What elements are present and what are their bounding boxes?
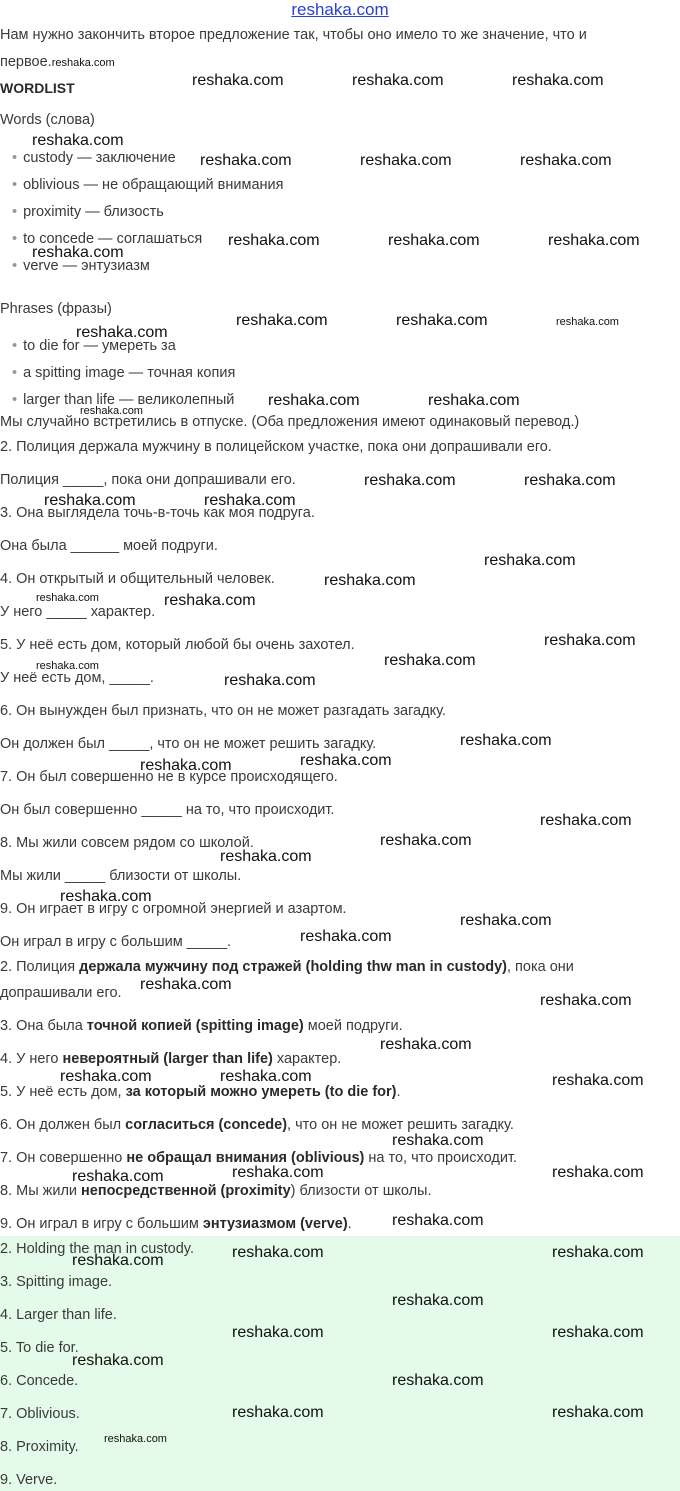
exercise-line: 2. Полиция держала мужчину в полицейском участке, пока они допрашивали его.: [0, 439, 552, 455]
exercise-line: 7. Он был совершенно не в курсе происходящего.: [0, 769, 338, 785]
watermark-text: reshaka.com: [228, 232, 320, 249]
answer-line: 9. Он играл в игру с большим энтузиазмом (verve).: [0, 1216, 352, 1232]
watermark-text: reshaka.com: [72, 1168, 164, 1185]
watermark-text: reshaka.com: [552, 1324, 644, 1341]
exercise-line: 3. Она выглядела точь-в-точь как моя подруга.: [0, 505, 315, 521]
watermark-text: reshaka.com: [428, 392, 520, 409]
watermark-text: reshaka.com: [224, 672, 316, 689]
watermark-text: reshaka.com: [32, 132, 124, 149]
watermark-text: reshaka.com: [552, 1244, 644, 1261]
watermark-text: reshaka.com: [32, 244, 124, 261]
watermark-text: reshaka.com: [392, 1212, 484, 1229]
answer-key-line: 5. To die for.: [0, 1340, 79, 1356]
list-item: • oblivious — не обращающий внимания: [12, 177, 284, 193]
watermark-text: reshaka.com: [192, 72, 284, 89]
answer-line: 3. Она была точной копией (spitting image) моей подруги.: [0, 1018, 403, 1034]
watermark-text: reshaka.com: [380, 1036, 472, 1053]
watermark-text: reshaka.com: [392, 1372, 484, 1389]
watermark-text: reshaka.com: [556, 316, 619, 328]
answer-line: 8. Мы жили непосредственной (proximity) близости от школы.: [0, 1183, 432, 1199]
watermark-text: reshaka.com: [384, 652, 476, 669]
watermark-text: reshaka.com: [60, 1068, 152, 1085]
exercise-line: Полиция _____, пока они допрашивали его.: [0, 472, 296, 488]
answer-line: 4. У него невероятный (larger than life) характер.: [0, 1051, 342, 1067]
watermark-text: reshaka.com: [300, 752, 392, 769]
exercise-line: 9. Он играет в игру с огромной энергией и азартом.: [0, 901, 347, 917]
watermark-text: reshaka.com: [540, 992, 632, 1009]
list-item: • to die for — умереть за: [12, 338, 176, 354]
answer-key-line: 7. Oblivious.: [0, 1406, 80, 1422]
watermark-text: reshaka.com: [236, 312, 328, 329]
watermark-text: reshaka.com: [512, 72, 604, 89]
answer-key-line: 4. Larger than life.: [0, 1307, 117, 1323]
watermark-text: reshaka.com: [60, 888, 152, 905]
exercise-line: 6. Он вынужден был признать, что он не может разгадать загадку.: [0, 703, 446, 719]
watermark-text: reshaka.com: [36, 660, 99, 672]
exercise-line: Он должен был _____, что он не может решить загадку.: [0, 736, 377, 752]
phrases-heading: Phrases (фразы): [0, 301, 112, 317]
answer-line: 2. Полиция держала мужчину под стражей (holding thw man in custody), пока они: [0, 959, 574, 975]
watermark-text: reshaka.com: [524, 472, 616, 489]
watermark-text: reshaka.com: [548, 232, 640, 249]
watermark-text: reshaka.com: [232, 1164, 324, 1181]
watermark-text: reshaka.com: [232, 1404, 324, 1421]
watermark-text: reshaka.com: [204, 492, 296, 509]
watermark-text: reshaka.com: [44, 492, 136, 509]
answer-line: 5. У неё есть дом, за который можно умереть (to die for).: [0, 1084, 401, 1100]
watermark-text: reshaka.com: [36, 592, 99, 604]
watermark-text: reshaka.com: [72, 1352, 164, 1369]
words-heading: Words (слова): [0, 112, 95, 128]
intro-line1: Нам нужно закончить второе предложение так, чтобы оно имело то же значение, что и: [0, 27, 587, 43]
watermark-text: reshaka.com: [380, 832, 472, 849]
watermark-text: reshaka.com: [388, 232, 480, 249]
watermark-text: reshaka.com: [140, 976, 232, 993]
answer-line: 6. Он должен был согласиться (concede), что он не может решить загадку.: [0, 1117, 514, 1133]
watermark-text: reshaka.com: [520, 152, 612, 169]
watermark-text: reshaka.com: [164, 592, 256, 609]
watermark-text: reshaka.com: [396, 312, 488, 329]
watermark-text: reshaka.com: [140, 757, 232, 774]
watermark-text: reshaka.com: [104, 1433, 167, 1445]
watermark-text: reshaka.com: [300, 928, 392, 945]
answer-line: 7. Он совершенно не обращал внимания (oblivious) на то, что происходит.: [0, 1150, 517, 1166]
answer-key-line: 8. Proximity.: [0, 1439, 79, 1455]
answer-key-line: 9. Verve.: [0, 1472, 58, 1488]
answer-key-line: 3. Spitting image.: [0, 1274, 113, 1290]
site-title-link[interactable]: reshaka.com: [291, 0, 389, 19]
watermark-text: reshaka.com: [364, 472, 456, 489]
watermark-text: reshaka.com: [552, 1072, 644, 1089]
watermark-text: reshaka.com: [540, 812, 632, 829]
answer-key-line: 2. Holding the man in custody.: [0, 1241, 194, 1257]
watermark-text: reshaka.com: [324, 572, 416, 589]
exercise-line: У него _____ характер.: [0, 604, 156, 620]
list-item: • verve — энтузиазм: [12, 258, 150, 274]
watermark-text: reshaka.com: [200, 152, 292, 169]
exercise-line: Он был совершенно _____ на то, что происходит.: [0, 802, 335, 818]
list-item: • a spitting image — точная копия: [12, 365, 236, 381]
exercise-line: 8. Мы жили совсем рядом со школой.: [0, 835, 254, 851]
exercise-line: Мы жили _____ близости от школы.: [0, 868, 242, 884]
list-item: • proximity — близость: [12, 204, 164, 220]
watermark-text: reshaka.com: [76, 324, 168, 341]
intro-line2: первое.reshaka.com: [0, 54, 115, 70]
list-item: • custody — заключение: [12, 150, 176, 166]
exercise-line: У неё есть дом, _____.: [0, 670, 154, 686]
watermark-text: reshaka.com: [552, 1404, 644, 1421]
wordlist-heading: WORDLIST: [0, 80, 75, 96]
watermark-text: reshaka.com: [544, 632, 636, 649]
exercise-line: 4. Он открытый и общительный человек.: [0, 571, 275, 587]
exercise-line: 5. У неё есть дом, который любой бы очень захотел.: [0, 637, 355, 653]
list-item: • to concede — соглашаться: [12, 231, 203, 247]
watermark-text: reshaka.com: [352, 72, 444, 89]
watermark-text: reshaka.com: [392, 1132, 484, 1149]
watermark-text: reshaka.com: [460, 732, 552, 749]
watermark-text: reshaka.com: [392, 1292, 484, 1309]
answer-key-line: 6. Concede.: [0, 1373, 79, 1389]
watermark-text: reshaka.com: [220, 1068, 312, 1085]
watermark-text: reshaka.com: [232, 1244, 324, 1261]
watermark-text: reshaka.com: [220, 848, 312, 865]
watermark-text: reshaka.com: [268, 392, 360, 409]
watermark-text: reshaka.com: [80, 405, 143, 417]
watermark-text: reshaka.com: [552, 1164, 644, 1181]
watermark-text: reshaka.com: [460, 912, 552, 929]
watermark-text: reshaka.com: [360, 152, 452, 169]
watermark-text: reshaka.com: [484, 552, 576, 569]
watermark-text: reshaka.com: [232, 1324, 324, 1341]
exercise-line: Он играл в игру с большим _____.: [0, 934, 232, 950]
exercise-line: Мы случайно встретились в отпуске. (Оба предложения имеют одинаковый перевод.): [0, 414, 580, 430]
answer-line: допрашивали его.: [0, 985, 122, 1001]
watermark-text: reshaka.com: [72, 1252, 164, 1269]
exercise-line: Она была ______ моей подруги.: [0, 538, 218, 554]
list-item: • larger than life — великолепный: [12, 392, 235, 408]
